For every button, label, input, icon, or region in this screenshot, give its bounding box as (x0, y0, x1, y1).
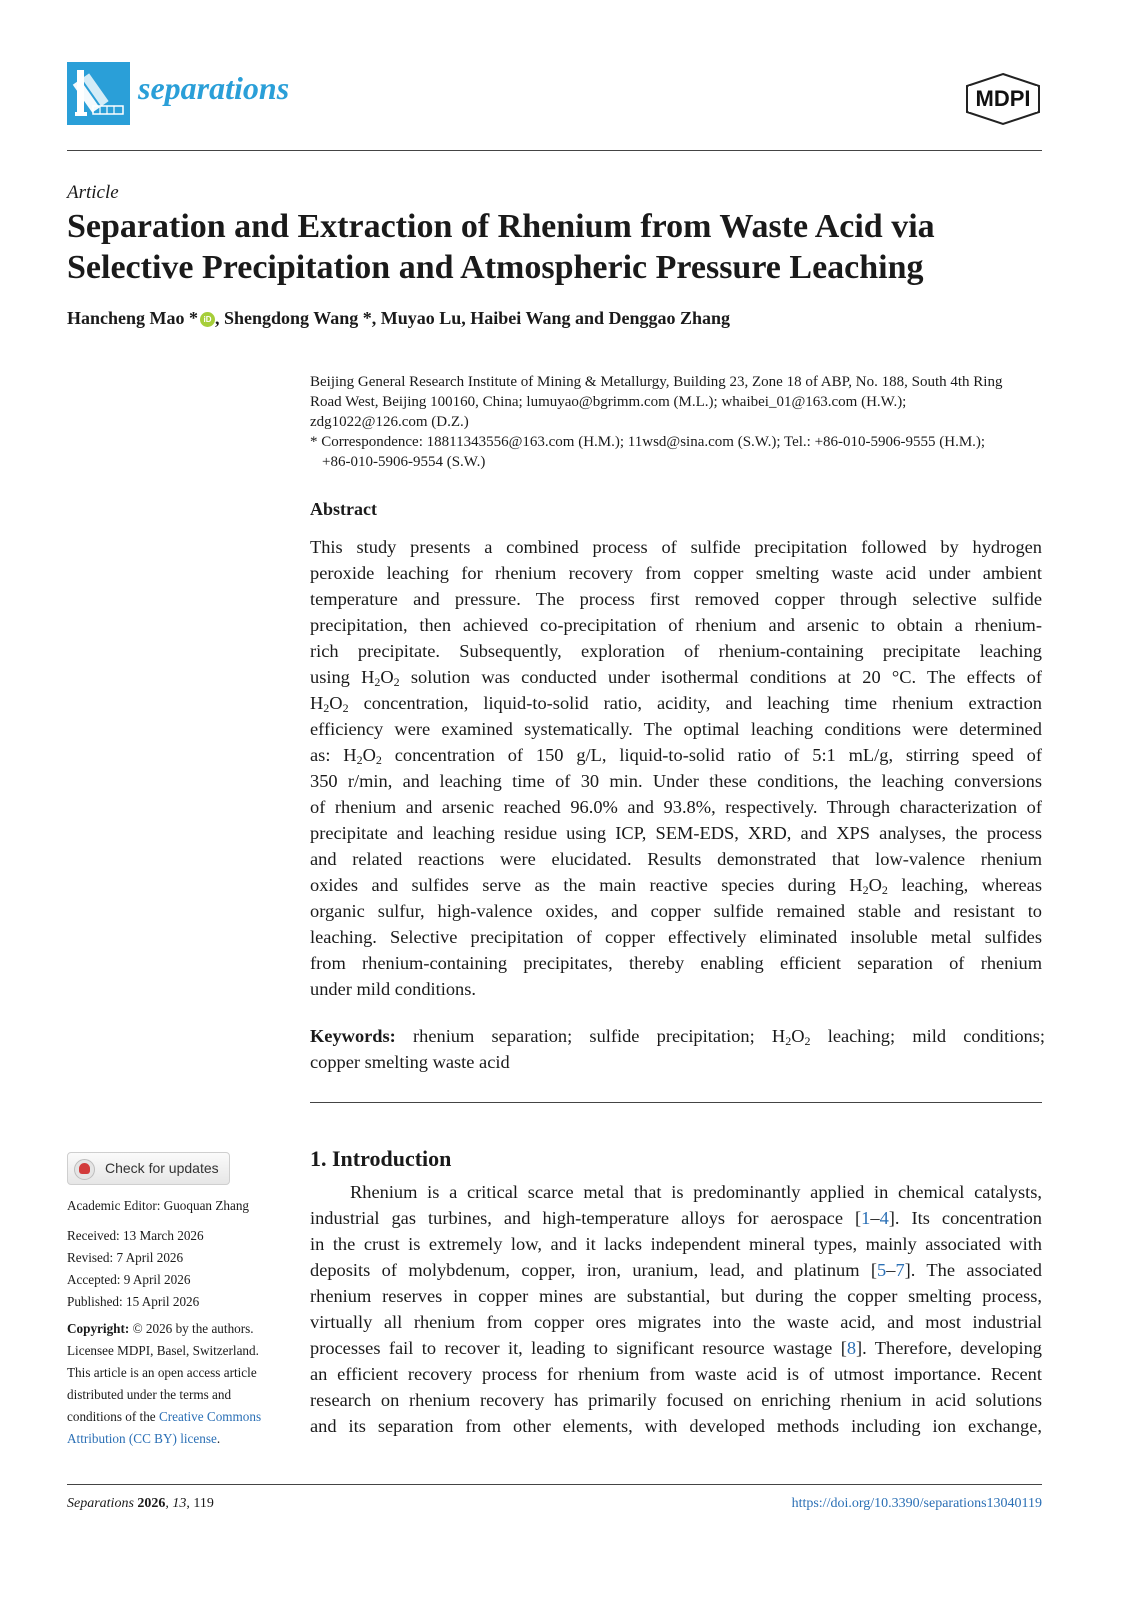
journal-name[interactable]: separations (138, 70, 290, 106)
abstract-line: 350 r/min, and leaching time of 30 min. Under these conditions, the leaching conversions (310, 771, 1042, 791)
intro-line: virtually all rhenium from copper ores migrates into the waste acid, and most industrial (310, 1312, 1042, 1332)
received-date: Received: 13 March 2026 (67, 1228, 204, 1243)
intro-line: industrial gas turbines, and high-temperature alloys for aerospace [1–4]. Its concentration (310, 1208, 1042, 1228)
article-type: Article (67, 182, 119, 203)
abstract-line: under mild conditions. (310, 979, 477, 999)
check-updates-label: Check for updates (105, 1160, 219, 1176)
intro-line: processes fail to recover it, leading to significant resource wastage [8]. Therefore, developing (310, 1338, 1042, 1358)
intro-line: Rhenium is a critical scarce metal that is predominantly applied in chemical catalysts, (350, 1182, 1042, 1202)
author-name[interactable]: Hancheng Mao * (67, 308, 199, 328)
doi-link[interactable]: https://doi.org/10.3390/separations13040119 (791, 1496, 1042, 1511)
copyright-notice: Copyright: © 2026 by the authors. Licensee MDPI, Basel, Switzerland. This article is an open access article distributed under the terms and conditions of the Creative Commons Attribution (CC BY) license. (67, 1321, 262, 1446)
citation-link[interactable]: 1 (861, 1208, 871, 1228)
intro-line: deposits of molybdenum, copper, iron, uranium, lead, and platinum [5–7]. The associated (310, 1260, 1042, 1280)
footer-journal: Separations (67, 1496, 134, 1511)
abstract-divider (310, 1102, 1042, 1103)
abstract-line: precipitation, then achieved co-precipitation of rhenium and arsenic to obtain a rhenium- (310, 615, 1042, 635)
intro-line: an efficient recovery process for rhenium from waste acid is of utmost importance. Recent (310, 1364, 1042, 1384)
abstract-line: This study presents a combined process of sulfide precipitation followed by hydrogen (310, 537, 1042, 557)
check-for-updates-button[interactable] (67, 1152, 230, 1185)
paper-title (67, 206, 1027, 288)
separations-logo-icon (67, 62, 130, 125)
citation-link[interactable]: 5 (877, 1260, 887, 1280)
citation-link[interactable]: 8 (846, 1338, 857, 1358)
abstract-line: leaching. Selective precipitation of copper effectively eliminated insoluble metal sulfides (310, 927, 1042, 947)
citation-footer (67, 1496, 214, 1512)
abstract-line: temperature and pressure. The process first removed copper through selective sulfide (310, 589, 1042, 609)
affiliation-line: zdg1022@126.com (D.Z.) (310, 414, 469, 430)
footer-year: 2026 (133, 1496, 166, 1511)
abstract-line: precipitate and leaching residue using ICP, SEM-EDS, XRD, and XPS analyses, the process (310, 823, 1042, 843)
abstract-line: and related reactions were elucidated. Results demonstrated that low-valence rhenium (310, 849, 1042, 869)
cc-license-link[interactable]: Creative Commons (158, 1409, 262, 1424)
correspondence (310, 432, 1045, 472)
footer-volume: , 13 (165, 1496, 187, 1511)
correspondence-line: +86-010-5906-9554 (S.W.) (322, 454, 486, 470)
author-list (67, 308, 730, 329)
affiliation-line: Road West, Beijing 100160, China; lumuyao@bgrimm.com (M.L.); whaibei_01@163.com (H.W.); (310, 394, 907, 410)
abstract-line: as: $H_2O_2$ concentration of 150 g/L, liquid-to-solid ratio of 5:1 mL/g, stirring speed of (310, 745, 1042, 767)
title-line: Selective Precipitation and Atmospheric Pressure Leaching (67, 249, 924, 286)
academic-editor: Academic Editor: Guoquan Zhang (67, 1198, 250, 1213)
abstract-line: peroxide leaching for rhenium recovery from copper smelting waste acid under ambient (310, 563, 1042, 583)
correspondence-line: * Correspondence: 18811343556@163.com (H.M.); 11wsd@sina.com (S.W.); Tel.: +86-010-5906-9555 (H.M.); (310, 434, 986, 450)
abstract-heading: Abstract (310, 499, 377, 519)
keywords-label: Keywords: (310, 1026, 396, 1046)
abstract-line: from rhenium-containing precipitates, thereby enabling efficient separation of rhenium (310, 953, 1042, 973)
publisher-name: MDPI (969, 86, 1037, 112)
footer-divider (67, 1484, 1042, 1485)
keywords-line: copper smelting waste acid (310, 1052, 510, 1072)
keywords (310, 1023, 1045, 1075)
abstract-line: $H_2O_2$ concentration, liquid-to-solid ratio, acidity, and leaching time rhenium extraction (310, 693, 1042, 715)
copyright-label: Copyright: (67, 1321, 130, 1336)
citation-link[interactable]: 4 (879, 1208, 889, 1228)
abstract-line: efficiency were examined systematically. The optimal leaching conditions were determined (310, 719, 1042, 739)
abstract-line: oxides and sulfides serve as the main reactive species during $H_2O_2$ leaching, whereas (310, 875, 1042, 897)
keywords-line: Keywords: rhenium separation; sulfide precipitation; $H_2O_2$ leaching; mild conditions; (310, 1026, 1045, 1048)
journal-logo (67, 62, 130, 125)
orcid-icon[interactable]: iD (200, 312, 215, 327)
abstract-line: organic sulfur, high-valence oxides, and copper sulfide remained stable and resistant to (310, 901, 1042, 921)
published-date: Published: 15 April 2026 (67, 1294, 200, 1309)
cc-license-link[interactable]: Attribution (CC BY) license (67, 1431, 217, 1446)
title-line: Separation and Extraction of Rhenium from Waste Acid via (67, 208, 935, 245)
mdpi-logo[interactable] (963, 72, 1043, 126)
intro-line: and its separation from other elements, with developed methods including ion exchange, (310, 1416, 1042, 1436)
accepted-date: Accepted: 9 April 2026 (67, 1272, 191, 1287)
revised-date: Revised: 7 April 2026 (67, 1250, 184, 1265)
intro-line: research on rhenium recovery has primarily focused on enriching rhenium in acid solutions (310, 1390, 1042, 1410)
section-heading-introduction: 1. Introduction (310, 1146, 452, 1171)
intro-line: rhenium reserves in copper mines are substantial, but during the copper smelting process, (310, 1286, 1042, 1306)
check-updates-icon (74, 1159, 95, 1180)
abstract-line: using $H_2O_2$ solution was conducted under isothermal conditions at 20 °C. The effects of (310, 667, 1042, 689)
affiliation (310, 372, 1045, 432)
abstract-line: rich precipitate. Subsequently, exploration of rhenium-containing precipitate leaching (310, 641, 1042, 661)
footer-page: , 119 (186, 1496, 214, 1511)
affiliation-line: Beijing General Research Institute of Mining & Metallurgy, Building 23, Zone 18 of ABP, No. 188, South 4th Ring (310, 374, 1003, 390)
publication-dates (67, 1225, 292, 1313)
abstract-line: of rhenium and arsenic reached 96.0% and 93.8%, respectively. Through characterization of (310, 797, 1042, 817)
citation-link[interactable]: 7 (895, 1260, 905, 1280)
header-divider (67, 150, 1042, 151)
intro-line: in the crust is extremely low, and it lacks independent mineral types, mainly associated with (310, 1234, 1042, 1254)
introduction-body (310, 1179, 1042, 1439)
abstract-body (310, 534, 1042, 1002)
author-names[interactable]: , Shengdong Wang *, Muyao Lu, Haibei Wang and Denggao Zhang (215, 308, 731, 328)
